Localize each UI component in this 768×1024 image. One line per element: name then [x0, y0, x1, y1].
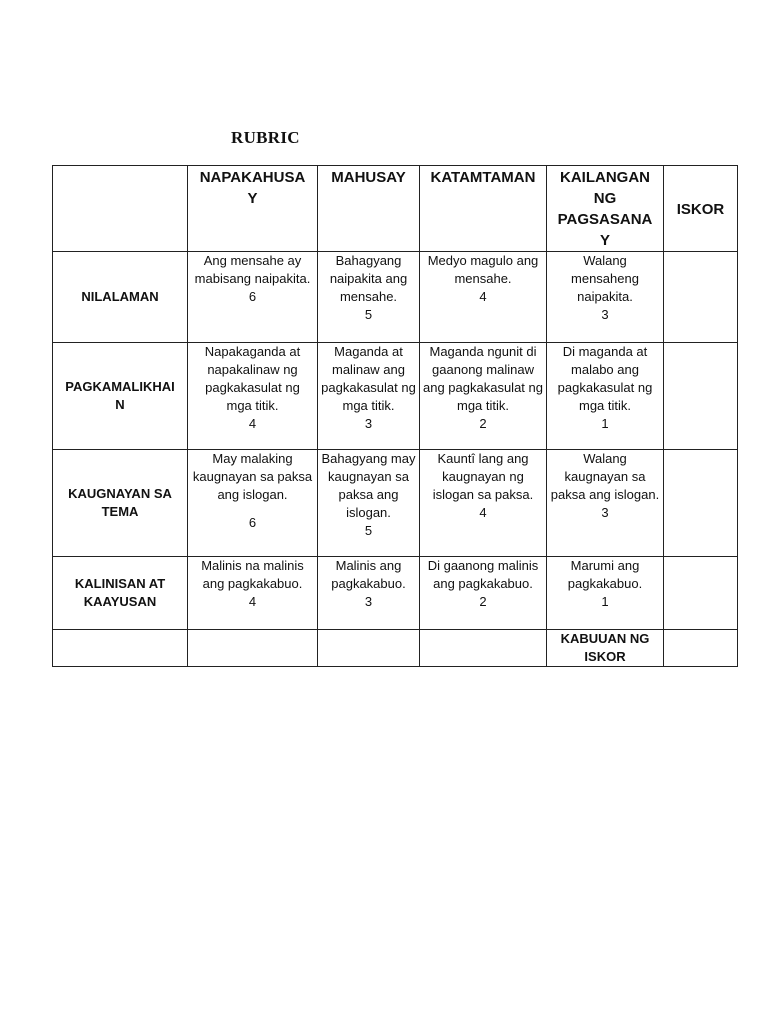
total-row-cell-empty	[53, 630, 188, 667]
header-napakahusay	[188, 166, 318, 252]
cell-score: 3	[364, 594, 373, 609]
criterion-label: KALINISAN AT KAAYUSAN	[53, 557, 188, 630]
cell-description: Bahagyang naipakita ang mensahe.	[329, 253, 408, 304]
cell-description: Walang kaugnayan sa paksa ang islogan.	[550, 451, 660, 502]
cell-description: Walang mensaheng naipakita.	[571, 253, 639, 304]
iskor-cell	[664, 343, 738, 450]
cell-score: 1	[601, 594, 609, 609]
cell-score: 6	[248, 289, 257, 304]
header-label: KATAMTAMAN	[430, 169, 536, 186]
cell-score: 1	[601, 416, 609, 431]
rubric-cell	[188, 343, 318, 450]
rubric-cell	[318, 252, 420, 343]
header-label: KAILANGAN NG PAGSASANA Y	[557, 169, 653, 249]
header-row	[53, 166, 738, 252]
table-row	[53, 343, 738, 450]
total-row-cell-empty	[318, 630, 420, 667]
cell-description: Di gaanong malinis ang pagkakabuo.	[427, 558, 539, 591]
criterion-label: KAUGNAYAN SA TEMA	[53, 450, 188, 557]
rubric-cell	[318, 557, 420, 630]
rubric-cell	[318, 343, 420, 450]
header-label: ISKOR	[676, 200, 725, 218]
rubric-cell	[420, 450, 547, 557]
criterion-label: NILALAMAN	[53, 252, 188, 343]
page-title: RUBRIC	[231, 128, 300, 147]
rubric-cell	[547, 343, 664, 450]
rubric-cell	[188, 252, 318, 343]
cell-score: 2	[479, 594, 487, 609]
cell-description: May malaking kaugnayan sa paksa ang islogan.	[192, 451, 313, 502]
header-katamtaman	[420, 166, 547, 252]
header-iskor	[664, 166, 738, 252]
cell-description: Kauntî lang ang kaugnayan ng islogan sa paksa.	[432, 451, 534, 502]
rubric-cell	[318, 450, 420, 557]
cell-description: Maganda at malinaw ang pagkakasulat ng mga titik.	[321, 344, 416, 413]
cell-score: 5	[364, 523, 373, 538]
header-mahusay	[318, 166, 420, 252]
iskor-cell	[664, 450, 738, 557]
rubric-body	[53, 252, 738, 630]
header-kailangan-ng-pagsasanay	[547, 166, 664, 252]
header-label: MAHUSAY	[331, 169, 406, 186]
table-row	[53, 252, 738, 343]
rubric-cell	[188, 557, 318, 630]
rubric-cell	[547, 252, 664, 343]
table-row	[53, 450, 738, 557]
cell-description: Ang mensahe ay mabisang naipakita.	[194, 253, 311, 286]
iskor-cell	[664, 557, 738, 630]
cell-description: Maganda ngunit di gaanong malinaw ang pagkakasulat ng mga titik.	[423, 344, 543, 413]
cell-score: 4	[248, 416, 257, 431]
table-row	[53, 557, 738, 630]
rubric-cell	[547, 450, 664, 557]
rubric-cell	[420, 557, 547, 630]
cell-description: Malinis ang pagkakabuo.	[331, 558, 406, 591]
cell-score: 4	[479, 289, 487, 304]
rubric-table	[52, 165, 738, 667]
total-label: KABUUAN NG ISKOR	[560, 631, 650, 664]
cell-description: Marumi ang pagkakabuo.	[567, 558, 643, 591]
cell-description: Napakaganda at napakalinaw ng pagkakasulat ng mga titik.	[204, 344, 301, 413]
rubric-cell	[420, 252, 547, 343]
cell-score: 3	[601, 505, 609, 520]
total-row	[53, 630, 738, 667]
header-label: NAPAKAHUSA Y	[199, 169, 306, 207]
cell-description: Bahagyang may kaugnayan sa paksa ang islogan.	[321, 451, 416, 520]
cell-score: 3	[364, 416, 373, 431]
cell-score: 2	[479, 416, 487, 431]
cell-score: 3	[601, 307, 609, 322]
cell-score: 4	[248, 594, 257, 609]
total-score-cell	[664, 630, 738, 667]
cell-score: 6	[248, 515, 257, 530]
header-cell-empty	[53, 166, 188, 252]
rubric-cell	[547, 557, 664, 630]
rubric-cell	[188, 450, 318, 557]
cell-description: Malinis na malinis ang pagkakabuo.	[201, 558, 304, 591]
rubric-cell	[420, 343, 547, 450]
total-row-cell-empty	[188, 630, 318, 667]
cell-description: Medyo magulo ang mensahe.	[427, 253, 539, 286]
cell-score: 5	[364, 307, 373, 322]
total-label-cell	[547, 630, 664, 667]
cell-score: 4	[479, 505, 487, 520]
cell-description: Di maganda at malabo ang pagkakasulat ng mga titik.	[557, 344, 653, 413]
criterion-label: PAGKAMALIKHAI N	[53, 343, 188, 450]
total-row-cell-empty	[420, 630, 547, 667]
iskor-cell	[664, 252, 738, 343]
